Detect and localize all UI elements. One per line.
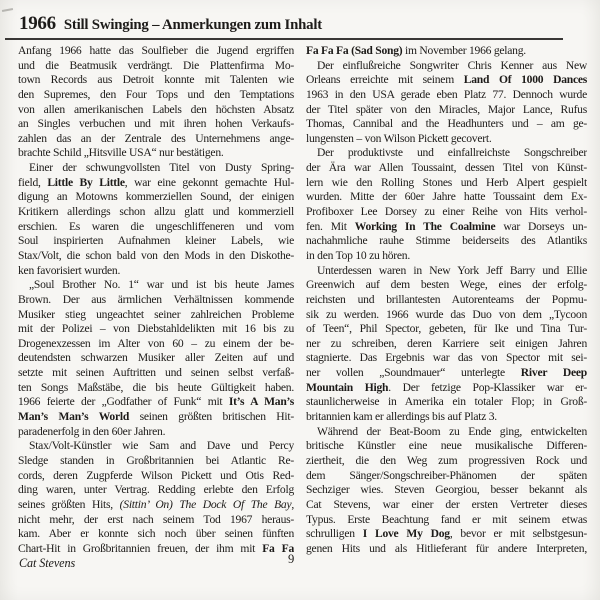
text-line: ten Songs Maßstäbe, die bis heute Gültigkeit haben. [18, 380, 294, 394]
text-line: kam. Aber er konnte sich noch über seinen fünften [18, 527, 294, 541]
text-line: Man’s Man’s World seinen größten britischen Hit- [18, 410, 294, 424]
text-line: Brown. Der aus ärmlichen Verhältnissen kommende [18, 292, 294, 306]
text-line: Thomas, Cannibal and the Headhunters und – am ge- [306, 117, 587, 131]
text-line: „Soul Brother No. 1“ war und ist bis heute James [29, 278, 294, 292]
text-line: Fa Fa Fa (Sad Song) im November 1966 gelang. [306, 44, 526, 57]
text-line: paradenerfolg in den 60er Jahren. [18, 424, 166, 438]
text-line: ken favorisiert wurden. [18, 263, 121, 277]
text-line: der Ära war Allen Toussaint, dessen Titel von Künst- [306, 161, 587, 175]
text-line: Einer der schwungvollsten Titel von Dusty Spring- [29, 161, 294, 175]
text-line: Soul inspirierten Aufnahmen kleiner Labels, wie [18, 234, 294, 248]
text-line: der Titel später von den Miracles, Major Lance, Rufus [306, 102, 587, 116]
text-line: digung an Motowns kommerziellen Sound, der einigen [18, 190, 294, 204]
text-line: dem Sänger/Songschreiber-Phänomen der späten [306, 468, 587, 482]
text-line: Kritikern allerdings schon allzu glatt und kommerziell [18, 205, 294, 219]
text-line: und die Beatmusik verdrängt. Die Plattenfirma Mo- [18, 58, 294, 72]
text-line: ner zu schreiben, deren Karriere seit einigen Jahren [306, 336, 587, 350]
text-line: setzte mit seinen Auftritten und seinen selbst verfaß- [18, 366, 294, 380]
text-line: seines größten Hits, (Sittin’ On) The Dock Of The Bay, [18, 497, 294, 511]
text-line: ziertheit, die den Weg zum progressiven Rock und [306, 453, 587, 467]
text-line: britische Künstler eine neue musikalische Differen- [306, 439, 587, 453]
text-line: genen Hits und als Hitlieferant für andere Interpreten, [306, 541, 587, 555]
text-line: ner vollen „Soundmauer“ unterlegte River Deep [306, 366, 587, 380]
text-line: nachahmliche rauhe Stimme beiderseits des Atlantiks [306, 234, 587, 248]
text-line: Typus. Erste Beachtung fand er mit seinem etwas [306, 512, 587, 526]
text-line: field, Little By Little, war eine gekonnt gemachte Hul- [18, 175, 294, 189]
text-line: Sledge standen in Großbritannien bei Atlantic Re- [18, 453, 294, 467]
footer-artist: Cat Stevens [19, 556, 76, 570]
text-line: reichsten und brillantesten Autorenteams der Popmu- [306, 292, 587, 306]
text-line: Anfang 1966 hatte das Soulfieber die Jugend ergriffen [18, 44, 294, 57]
text-line: brachte Schild „Hitsville USA“ nur bestätigen. [18, 146, 224, 160]
text-line: nicht mehr, der erst nach seinem Tod 1967 heraus- [18, 512, 294, 526]
text-line: in den Top 10 zu hören. [306, 248, 410, 262]
text-line: mit der Polizei – von Diebstahldelikten mit 16 bis zu [18, 322, 294, 336]
text-line: 1963 in den USA gerade eben Platz 77. Dennoch wurde [306, 87, 587, 101]
text-line: fen. Mit Working In The Coalmine war Dorseys un- [306, 219, 587, 233]
text-line: britannien kam er allerdings bis auf Platz 3. [306, 410, 497, 424]
text-line: den Supremes, den Four Tops und den Temptations [18, 87, 294, 101]
text-line: Der einflußreiche Songwriter Chris Kenner aus New [317, 58, 587, 72]
text-line: of Teen“, Phil Spector, gebeten, für Ike und Tina Tur- [306, 322, 587, 336]
text-line: town Records aus Detroit konnte mit Talenten wie [18, 73, 294, 87]
text-line: deutendsten schwarzen Musiker aller Zeiten auf und [18, 351, 294, 365]
text-line: Stax/Volt-Künstler wie Sam and Dave und Percy [29, 439, 294, 453]
page-header [19, 13, 322, 35]
header-divider [5, 38, 563, 40]
text-line: staunlicherweise in Amerika ein totaler Flop; in Groß- [306, 395, 587, 409]
text-line: 1966 feierte der „Godfather of Funk“ mit It’s A Man’s [18, 395, 294, 409]
text-line: erschien. Es waren die ungeschliffeneren und vom [18, 219, 294, 233]
text-line: Stax/Volt, die schon bald von den Mods in den Diskothe- [18, 248, 294, 262]
page-title: Still Swinging – Anmerkungen zum Inhalt [63, 17, 323, 33]
text-line: wurden. Mitte der 60er Jahre hatte Toussaint dem Ex- [306, 190, 587, 204]
text-line: Drogenexzessen im Alter von 60 – zu einem der be- [18, 336, 294, 350]
header-year: 1966 [19, 13, 56, 34]
text-line: lern wie den Rolling Stones und Herb Alpert gespielt [306, 175, 587, 189]
text-line: an Singles verbuchen und mit ihren hohen Verkaufs- [18, 117, 294, 131]
text-line: cords, deren Zugpferde Wilson Pickett und Otis Red- [18, 468, 294, 482]
text-line: Chart-Hit in Großbritannien freuen, der ihm mit Fa Fa [18, 541, 294, 555]
text-line: Orleans erreichte mit seinem Land Of 1000 Dances [306, 73, 587, 87]
text-line: Cat Stevens, war einer der ersten Vertreter dieses [306, 497, 587, 511]
text-line: Der produktivste und einfallreichste Songschreiber [317, 146, 587, 160]
text-line: ding waren, unter Vertrag. Redding erlebte den Erfolg [18, 483, 294, 497]
text-line: Während der Beat-Boom zu Ende ging, entwickelten [317, 424, 587, 438]
text-column-right [306, 44, 587, 556]
text-line: sik zu werden. 1966 wurde das Duo von dem „Tycoon [306, 307, 587, 321]
text-line: schrulligen I Love My Dog, bevor er mit selbstgesun- [306, 527, 587, 541]
text-column-left [18, 44, 294, 556]
text-line: Mountain High. Der fetzige Pop-Klassiker war er- [306, 380, 587, 394]
text-line: Sechziger wies. Steven Georgiou, besser bekannt als [306, 483, 587, 497]
text-line: stagnierte. Das Ergebnis war das von Spector mit sei- [306, 351, 587, 365]
page-number: 9 [288, 552, 295, 566]
text-line: Greenwich auf dem besten Wege, eines der erfolg- [306, 278, 587, 292]
text-line: Musiker stieg ungeachtet seiner zahlreichen Probleme [18, 307, 294, 321]
text-line: Profiboxer Lee Dorsey zu einer Reihe von Hits verhol- [306, 205, 587, 219]
text-line: Unterdessen waren in New York Jeff Barry und Ellie [317, 263, 587, 277]
text-line: lungensten – von Wilson Pickett gecovert. [306, 131, 492, 145]
scan-artifact [2, 8, 13, 12]
text-line: zahlen das an der Zentrale des Unternehmens ange- [18, 131, 294, 145]
text-line: von allen amerikanischen Labels den höchsten Absatz [18, 102, 294, 116]
